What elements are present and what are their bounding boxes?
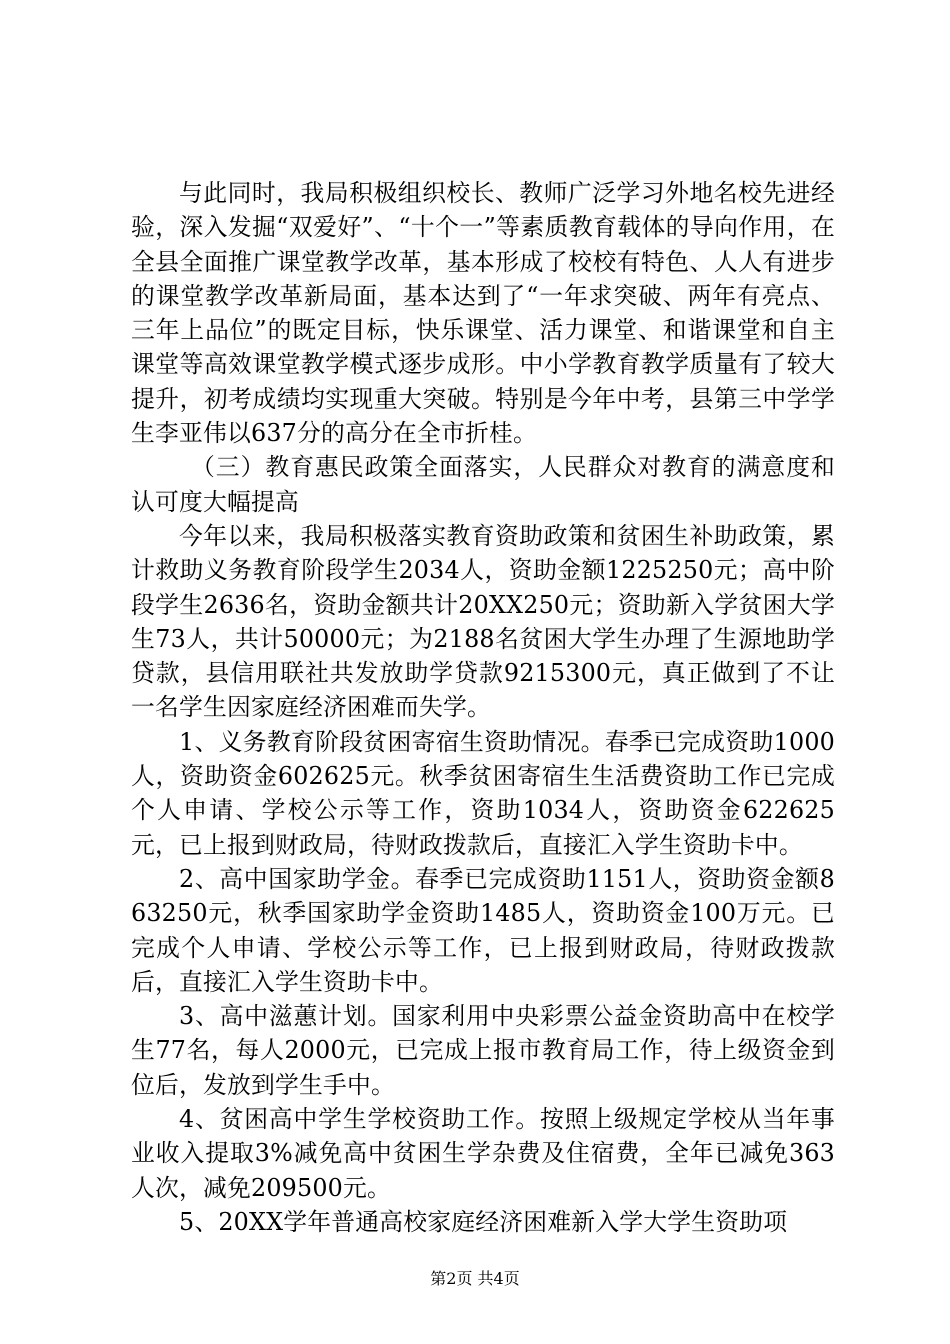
paragraph-item-3: 3、高中滋蕙计划。国家利用中央彩票公益金资助高中在校学生77名，每人2000元，已完成上报市教育局工作，待上级资金到位后，发放到学生手中。	[131, 1002, 835, 1099]
paragraph-funding-summary: 今年以来，我局积极落实教育资助政策和贫困生补助政策，累计救助义务教育阶段学生2034人，资助金额1225250元；高中阶段学生2636名，资助金额共计20XX250元；资助新入学贫困大学生73人，共计50000元；为2188名贫困大学生办理了生源地助学贷款，县信用联社共发放助学贷款9215300元，真正做到了不让一名学生因家庭经济困难而失学。	[131, 521, 835, 722]
paragraph-teaching-reform: 与此同时，我局积极组织校长、教师广泛学习外地名校先进经验，深入发掘“双爱好”、“十个一”等素质教育载体的导向作用，在全县全面推广课堂教学改革，基本形成了校校有特色、人人有进步的课堂教学改革新局面，基本达到了“一年求突破、两年有亮点、三年上品位”的既定目标，快乐课堂、活力课堂、和谐课堂和自主课堂等高效课堂教学模式逐步成形。中小学教育教学质量有了较大提升，初考成绩均实现重大突破。特别是今年中考，县第三中学学生李亚伟以637分的高分在全市折桂。	[131, 179, 835, 448]
page-footer	[0, 1269, 950, 1289]
paragraph-item-4: 4、贫困高中学生学校资助工作。按照上级规定学校从当年事业收入提取3%减免高中贫困生学杂费及住宿费，全年已减免363人次，减免209500元。	[131, 1105, 835, 1202]
section-heading-three: （三）教育惠民政策全面落实，人民群众对教育的满意度和认可度大幅提高	[131, 453, 835, 516]
paragraph-item-2: 2、高中国家助学金。春季已完成资助1151人，资助资金额863250元，秋季国家助学金资助1485人，资助资金100万元。已完成个人申请、学校公示等工作，已上报到财政局，待财政拨款后，直接汇入学生资助卡中。	[131, 864, 835, 996]
paragraph-item-5: 5、20XX学年普通高校家庭经济困难新入学大学生资助项	[179, 1207, 788, 1236]
document-body	[131, 176, 835, 1239]
paragraph-item-1: 1、义务教育阶段贫困寄宿生资助情况。春季已完成资助1000人，资助资金602625元。秋季贫困寄宿生生活费资助工作已完成个人申请、学校公示等工作，资助1034人，资助资金622625元，已上报到财政局，待财政拨款后，直接汇入学生资助卡中。	[131, 727, 835, 859]
page-number-label: 第2页 共4页	[430, 1269, 520, 1288]
